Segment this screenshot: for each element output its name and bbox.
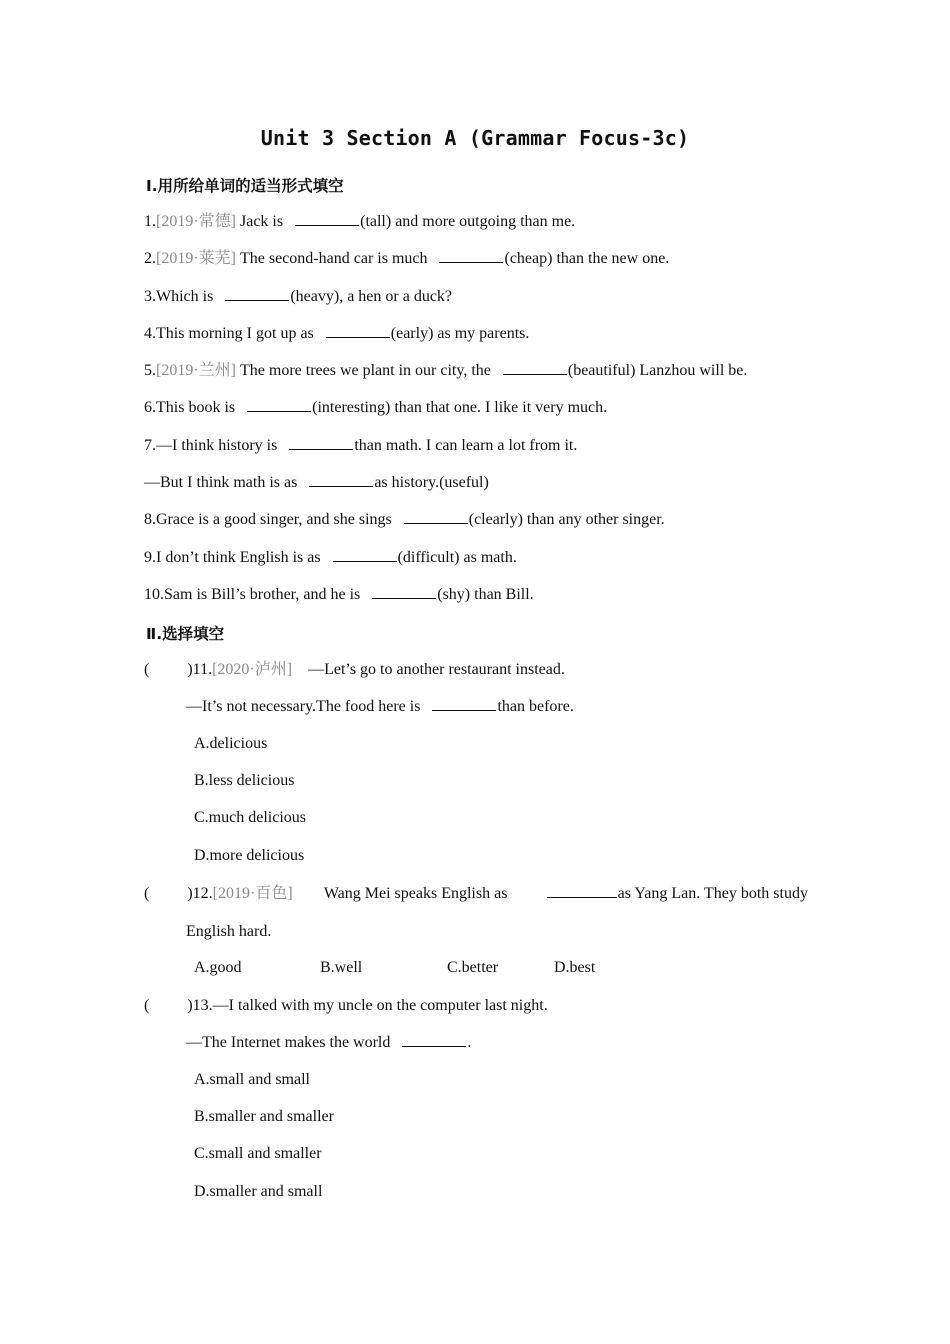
question-2: 2.[2019·莱芜] The second-hand car is much (cheap) than the new one. — [144, 250, 670, 267]
page-title: Unit 3 Section A (Grammar Focus-3c) — [260, 126, 690, 150]
option-a: A.good — [194, 959, 242, 976]
option-c: C.better — [447, 959, 499, 976]
answer-paren-open: ( — [144, 885, 150, 902]
question-11: ( )11.[2020·泸州] —Let’s go to another restaurant instead. — [144, 661, 565, 678]
question-11-line-2: —It’s not necessary.The food here is than before. — [186, 698, 574, 715]
question-4: 4.This morning I got up as (early) as my parents. — [144, 325, 530, 342]
answer-blank[interactable] — [402, 1032, 466, 1047]
question-1: 1.[2019·常德] Jack is (tall) and more outgoing than me. — [144, 213, 576, 230]
question-7-line-1: 7.—I think history is than math. I can learn a lot from it. — [144, 437, 578, 454]
question-8: 8.Grace is a good singer, and she sings (clearly) than any other singer. — [144, 511, 665, 528]
option-b: B.smaller and smaller — [194, 1108, 334, 1125]
question-12-line-2: English hard. — [186, 923, 272, 940]
answer-blank[interactable] — [503, 360, 567, 375]
answer-blank[interactable] — [247, 397, 311, 412]
answer-blank[interactable] — [295, 211, 359, 226]
question-13-line-2: —The Internet makes the world . — [186, 1034, 472, 1051]
question-3: 3.Which is (heavy), a hen or a duck? — [144, 288, 453, 305]
question-13: ( )13.—I talked with my uncle on the computer last night. — [144, 997, 548, 1014]
answer-blank[interactable] — [333, 547, 397, 562]
answer-blank[interactable] — [309, 472, 373, 487]
option-c: C.much delicious — [194, 809, 306, 826]
question-source: [2019·莱芜] — [156, 250, 236, 267]
question-6: 6.This book is (interesting) than that one. I like it very much. — [144, 399, 608, 416]
question-12: ( )12.[2019·百色] Wang Mei speaks English as as Yang Lan. They both study — [144, 885, 808, 902]
section-heading-fill-in: Ⅰ.用所给单词的适当形式填空 — [146, 177, 344, 195]
answer-blank[interactable] — [432, 696, 496, 711]
option-d: D.smaller and small — [194, 1183, 323, 1200]
answer-blank[interactable] — [326, 323, 390, 338]
option-b: B.less delicious — [194, 772, 295, 789]
answer-blank[interactable] — [372, 584, 436, 599]
option-a: A.small and small — [194, 1071, 310, 1088]
answer-paren-open: ( — [144, 661, 150, 678]
option-b: B.well — [320, 959, 363, 976]
option-d: D.best — [554, 959, 596, 976]
question-source: [2020·泸州] — [212, 661, 293, 678]
section-heading-multiple-choice: Ⅱ.选择填空 — [146, 625, 225, 643]
option-a: A.delicious — [194, 735, 268, 752]
option-c: C.small and smaller — [194, 1145, 322, 1162]
answer-blank[interactable] — [404, 509, 468, 524]
question-source: [2019·常德] — [156, 213, 236, 230]
question-source: [2019·百色] — [212, 885, 293, 902]
question-source: [2019·兰州] — [156, 362, 236, 379]
question-10: 10.Sam is Bill’s brother, and he is (shy) than Bill. — [144, 586, 534, 603]
question-9: 9.I don’t think English is as (difficult) as math. — [144, 549, 517, 566]
answer-blank[interactable] — [289, 435, 353, 450]
answer-blank[interactable] — [225, 286, 289, 301]
question-5: 5.[2019·兰州] The more trees we plant in our city, the (beautiful) Lanzhou will be. — [144, 362, 748, 379]
question-7-line-2: —But I think math is as as history.(useful) — [144, 474, 489, 491]
option-d: D.more delicious — [194, 847, 305, 864]
answer-blank[interactable] — [547, 883, 617, 898]
answer-blank[interactable] — [439, 248, 503, 263]
answer-paren-open: ( — [144, 997, 150, 1014]
